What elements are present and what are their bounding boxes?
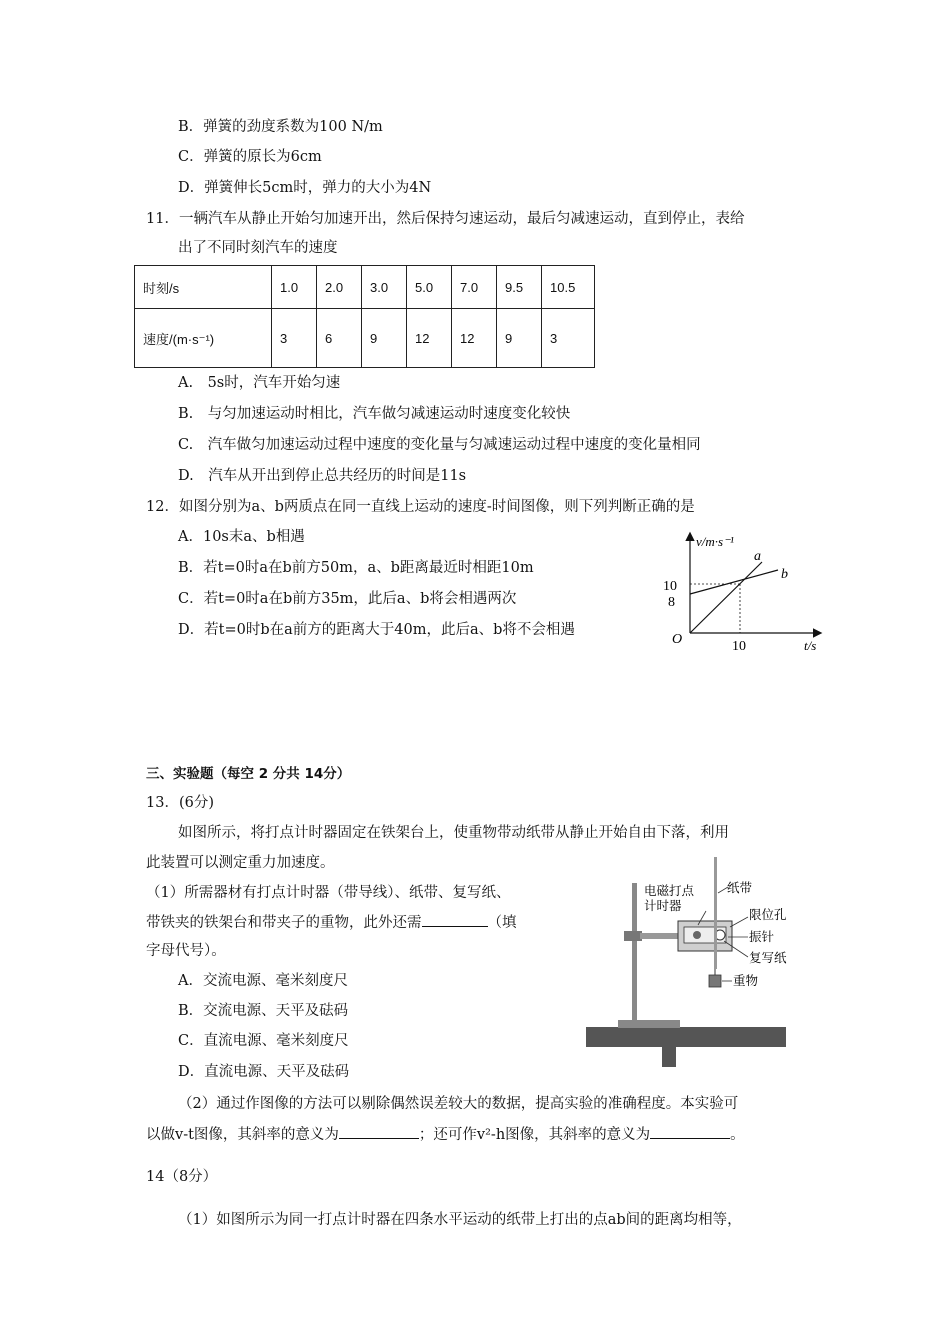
table-cell-time: 9.5 [497,266,542,309]
q11-option-d: D. 汽车从开出到停止总共经历的时间是11s [178,468,467,484]
q13-intro-line2: 此装置可以测定重力加速度。 [146,855,335,871]
table-cell-speed: 12 [452,309,497,368]
speed-table [134,265,595,368]
leader-hole [730,917,748,927]
label-timer: 电磁打点 [644,883,695,898]
table-cell-time: 2.0 [317,266,362,309]
q13-p1-line2 [146,912,517,933]
q12-option-d: D．若t=0时b在a前方的距离大于40m，此后a、b将不会相遇 [178,622,575,638]
answer-blank-1[interactable] [422,912,488,927]
clamp-boss [624,931,642,941]
q13-p1-line2a: 带铁夹的铁架台和带夹子的重物，此外还需 [146,915,422,931]
q10-option-b: B．弹簧的劲度系数为100 N/m [178,119,383,135]
table-header-time: 时刻/s [135,266,272,309]
table-cell-speed: 3 [272,309,317,368]
q14-p1: （1）如图所示为同一打点计时器在四条水平运动的纸带上打出的点ab间的距离均相等， [178,1212,742,1228]
table-cell-speed: 9 [497,309,542,368]
q12-option-a: A．10s末a、b相遇 [178,529,305,545]
q13-p1-line1: （1）所需器材有打点计时器（带导线）、纸带、复写纸、 [146,885,511,901]
label-timer2: 计时器 [644,898,682,913]
x-axis-label: t/s [804,638,817,653]
line-a [690,562,762,633]
q13-p2-line2b: ；还可作v²-h图像，其斜率的意义为 [418,1127,651,1143]
q13-option-b: B．交流电源、天平及砝码 [178,1003,349,1019]
q10-option-c: C．弹簧的原长为6cm [178,149,322,165]
vt-graph [650,528,830,658]
table-top [586,1027,786,1047]
q10-option-d: D．弹簧伸长5cm时，弹力的大小为4N [178,180,432,196]
q13-p1-line2b: （填 [487,915,517,931]
clamp-arm [640,933,680,939]
q13-p2-line2a: 以做v-t图像，其斜率的意义为 [146,1127,339,1143]
table-cell-speed: 12 [407,309,452,368]
q13-p2-line1: （2）通过作图像的方法可以剔除偶然误差较大的数据，提高实验的准确程度。本实验可 [178,1096,739,1112]
section3-title: 三、实验题（每空 2 分共 14分） [146,766,351,782]
label-a: a [754,549,761,564]
q13-p1-line3: 字母代号）。 [146,943,226,959]
label-needle: 振针 [749,929,775,944]
q11-option-c: C. 汽车做匀加速运动过程中速度的变化量与匀减速运动过程中速度的变化量相同 [178,437,701,453]
stand-base [618,1020,680,1028]
q11-option-a: A. 5s时，汽车开始匀速 [178,375,341,391]
table-cell-time: 5.0 [407,266,452,309]
table-cell-speed: 9 [362,309,407,368]
tick-y-10: 10 [663,579,677,594]
q11-option-b: B. 与匀加速运动时相比，汽车做匀减速运动时速度变化较快 [178,406,571,422]
origin-label: O [672,632,683,647]
q13-option-d: D．直流电源、天平及砝码 [178,1064,350,1080]
label-weight: 重物 [733,973,759,988]
label-tape: 纸带 [727,880,753,895]
q12-option-c: C．若t=0时a在b前方35m，此后a、b将会相遇两次 [178,591,517,607]
answer-blank-2[interactable] [339,1124,419,1139]
label-b: b [781,567,788,582]
stand-rod [632,883,637,1023]
table-cell-speed: 3 [542,309,595,368]
q11-stem-line1: 11．一辆汽车从静止开始匀加速开出，然后保持匀速运动，最后匀减速运动，直到停止，表给 [146,211,745,227]
q13-head: 13．(6分) [146,795,214,811]
q11-stem-line2: 出了不同时刻汽车的速度 [178,240,338,256]
q12-stem: 12．如图分别为a、b两质点在同一直线上运动的速度-时间图像，则下列判断正确的是 [146,499,695,515]
q14-head: 14（8分） [146,1169,218,1185]
weight-block [709,975,721,987]
q13-p2-line2 [146,1124,745,1145]
q13-intro-line1: 如图所示，将打点计时器固定在铁架台上，使重物带动纸带从静止开始自由下落，利用 [178,825,729,841]
table-leg [662,1045,676,1067]
tick-y-8: 8 [668,595,675,610]
q13-option-a: A．交流电源、毫米刻度尺 [178,973,348,989]
table-header-speed: 速度/(m·s⁻¹) [135,309,272,368]
table-cell-time: 10.5 [542,266,595,309]
table-cell-time: 1.0 [272,266,317,309]
q13-p2-line2c: 。 [730,1127,745,1143]
paper-tape [714,857,717,969]
answer-blank-3[interactable] [650,1124,730,1139]
tick-x-10: 10 [732,639,746,654]
y-axis-label: v/m·s⁻¹ [696,534,734,549]
table-cell-time: 7.0 [452,266,497,309]
label-carbon: 复写纸 [749,950,787,965]
apparatus-figure [582,855,802,1070]
table-cell-speed: 6 [317,309,362,368]
table-cell-time: 3.0 [362,266,407,309]
q12-option-b: B．若t=0时a在b前方50m，a、b距离最近时相距10m [178,560,534,576]
label-hole: 限位孔 [749,907,787,922]
q13-option-c: C．直流电源、毫米刻度尺 [178,1033,349,1049]
timer-coil [693,931,701,939]
